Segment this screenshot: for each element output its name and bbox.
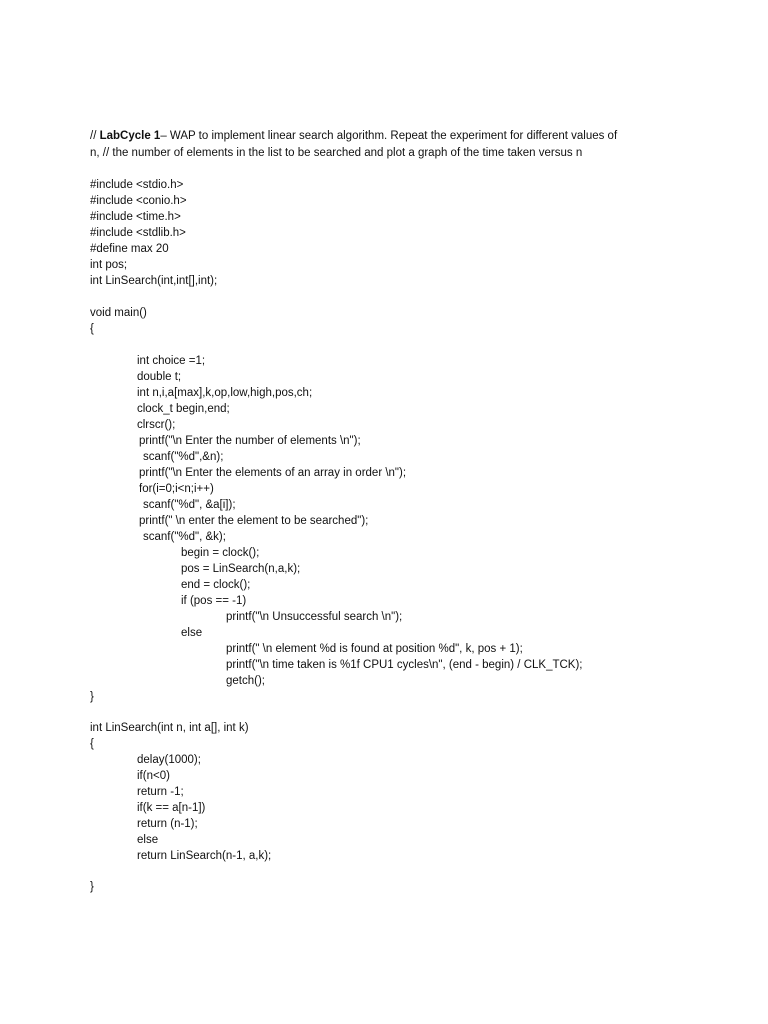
code-line: int LinSearch(int,int[],int); bbox=[90, 275, 218, 287]
code-line: end = clock(); bbox=[181, 579, 251, 591]
code-line: void main() bbox=[90, 307, 147, 319]
code-line: delay(1000); bbox=[137, 754, 201, 766]
code-line: printf("\n Unsuccessful search \n"); bbox=[226, 611, 403, 623]
code-line: scanf("%d",&n); bbox=[143, 451, 224, 463]
code-line: scanf("%d", &a[i]); bbox=[143, 499, 236, 511]
code-line: { bbox=[90, 323, 94, 335]
code-line: clock_t begin,end; bbox=[137, 403, 230, 415]
code-line: clrscr(); bbox=[137, 419, 176, 431]
code-line: double t; bbox=[137, 371, 182, 383]
heading-description: – WAP to implement linear search algorithm. Repeat the experiment for different values of bbox=[160, 130, 618, 142]
code-line: printf(" \n enter the element to be searched"); bbox=[139, 515, 369, 527]
heading-line-2: n, // the number of elements in the list to be searched and plot a graph of the time taken versus n bbox=[90, 147, 583, 159]
code-line: printf(" \n element %d is found at position %d", k, pos + 1); bbox=[226, 643, 523, 655]
code-line: printf("\n Enter the elements of an array in order \n"); bbox=[139, 467, 407, 479]
heading-title: LabCycle 1 bbox=[99, 130, 161, 142]
code-line: int pos; bbox=[90, 259, 128, 271]
code-line: return (n-1); bbox=[137, 818, 198, 830]
code-line: if(k == a[n-1]) bbox=[137, 802, 206, 814]
code-line: for(i=0;i<n;i++) bbox=[139, 483, 214, 495]
heading-prefix: // bbox=[90, 130, 100, 142]
code-line: int LinSearch(int n, int a[], int k) bbox=[90, 722, 249, 734]
code-line: int n,i,a[max],k,op,low,high,pos,ch; bbox=[137, 387, 313, 399]
code-line: #include <time.h> bbox=[90, 211, 181, 223]
code-line: return LinSearch(n-1, a,k); bbox=[137, 850, 272, 862]
code-line: pos = LinSearch(n,a,k); bbox=[181, 563, 301, 575]
code-line: #include <stdio.h> bbox=[90, 179, 184, 191]
heading-line-1 bbox=[90, 128, 617, 144]
code-line: begin = clock(); bbox=[181, 547, 260, 559]
code-line: printf("\n Enter the number of elements \n"); bbox=[139, 435, 361, 447]
code-line: int choice =1; bbox=[137, 355, 206, 367]
code-line: { bbox=[90, 738, 94, 750]
code-line: #define max 20 bbox=[90, 243, 169, 255]
code-line: } bbox=[90, 691, 94, 703]
code-line: #include <stdlib.h> bbox=[90, 227, 186, 239]
code-line: scanf("%d", &k); bbox=[143, 531, 226, 543]
code-line: getch(); bbox=[226, 675, 265, 687]
code-line: if(n<0) bbox=[137, 770, 170, 782]
code-line: else bbox=[181, 627, 203, 639]
code-line: else bbox=[137, 834, 159, 846]
code-line: printf("\n time taken is %1f CPU1 cycles\n", (end - begin) / CLK_TCK); bbox=[226, 659, 583, 671]
code-line: #include <conio.h> bbox=[90, 195, 187, 207]
code-line: } bbox=[90, 881, 94, 893]
code-line: if (pos == -1) bbox=[181, 595, 247, 607]
code-line: return -1; bbox=[137, 786, 184, 798]
